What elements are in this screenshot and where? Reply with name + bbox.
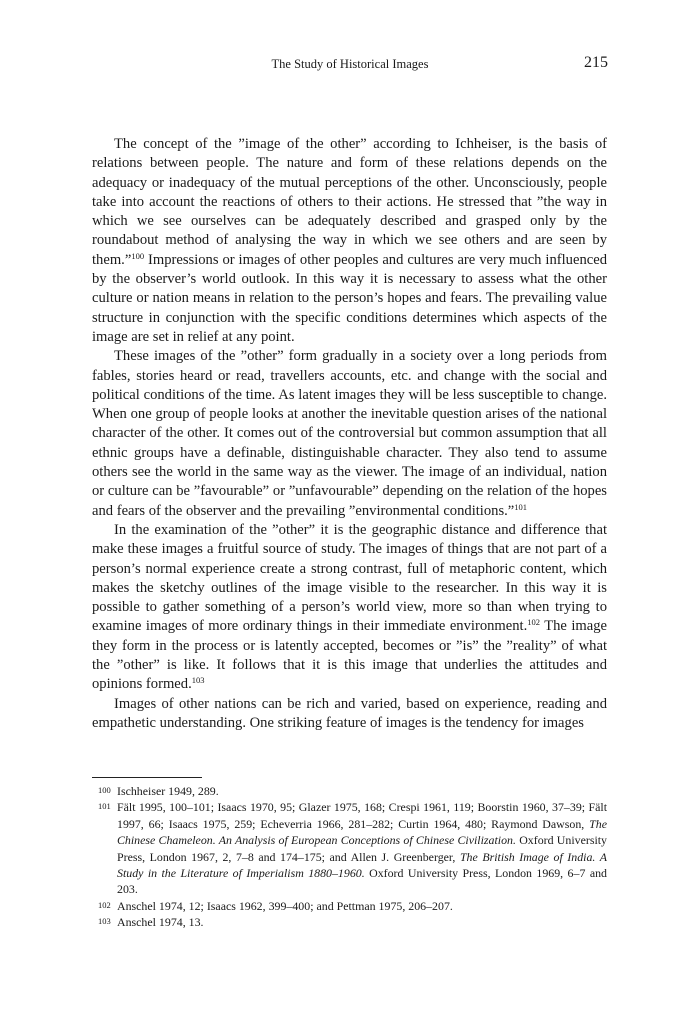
text-run: Ischheiser 1949, 289. [117,784,219,798]
footnote-text [117,915,204,929]
text-run: Impressions or images of other peoples and cultures are very much influenced by the observer’s world outlook. In this way it is necessary to assess what the other culture or nation means in relation to the person’s hopes and fears. The prevailing value structure in conjunction with the specific conditions determines which aspects of the image are set in relief at any point. [92,251,607,345]
paragraph [92,347,607,521]
paragraph [92,695,607,734]
running-title: The Study of Historical Images [271,57,429,71]
text-run: Fält 1995, 100–101; Isaacs 1970, 95; Glazer 1975, 168; Crespi 1961, 119; Boorstin 1960, 37–39; Fält 1997, 66; Isaacs 1975, 259; Echeverria 1966, 281–282; Curtin 1964, 480; Raymond Dawson, [117,800,607,831]
footnote-number: 103 [98,916,111,927]
running-head [0,56,700,76]
footnote-text [117,784,219,798]
footnote [92,783,607,799]
footnote-number: 101 [98,801,111,812]
footnote-divider [92,777,202,778]
text-run: These images of the ”other” form gradually in a society over a long periods from fables, stories heard or read, travellers accounts, etc. and change with the social and political conditions of the time. As latent images they will be less susceptible to change. When one group of people looks at another the inevitable question arises of the national character of the other. It comes out of the controversial but common assumption that all ethnic groups have a definable, distinguishable character. They also tend to assume others see the world in the same way as the viewer. The image of an individual, nation or culture can be ”favourable” or ”unfavourable” depending on the relation of the hopes and fears of the observer and the prevailing ”environmental conditions.” [92,348,607,519]
text-run: The image they form in the process or is latently accepted, becomes or ”is” the ”reality” of what the ”other” is like. It follows that it is this image that underlies the attitudes and opinions formed. [92,618,607,693]
footnote [92,799,607,897]
footnote-ref: 100 [131,250,145,261]
footnote [92,914,607,930]
text-run: Images of other nations can be rich and varied, based on experience, reading and empathetic understanding. One striking feature of images is the tendency for images [92,695,607,731]
paragraph [92,135,607,347]
footnote-ref: 101 [514,501,528,512]
footnote-text [117,899,453,913]
text-run: Oxford University Press, London 1967, 2, 7–8 and 174–175; and Allen J. Greenberger, [117,833,607,864]
page-number: 215 [584,54,608,71]
text-run: In the examination of the ”other” it is the geographic distance and difference that make these images a fruitful source of study. The images of things that are not part of a person’s normal experience create a strong contrast, full of metaphoric content, which makes the sketchy outlines of the image visible to the researcher. In this way it is possible to gather something of a person’s world view, more so than when trying to examine images of more ordinary things in their immediate environment. [92,521,607,635]
footnote-ref: 103 [191,675,205,686]
book-title: The British Image of India. A Study in the Literature of Imperialism 1880–1960. [117,849,607,881]
footnote-number: 100 [98,785,111,795]
book-title: The Chinese Chameleon. An Analysis of European Conceptions of Chinese Civilization. [117,816,607,848]
text-run: The concept of the ”image of the other” according to Ichheiser, is the basis of relations between people. The nature and form of these relations depends on the adequacy or inadequacy of the mutual perceptions of the other. Unconsciously, people take into account the reactions of others to their actions. He stressed that ”the way in which we see ourselves can be adequately described and grasped only by the roundabout method of analysing the way in which we see others and are seen by them.” [92,136,607,268]
footnote-ref: 102 [527,617,540,628]
text-run: Oxford University Press, London 1969, 6–7 and 203. [117,866,607,897]
paragraph [92,521,607,695]
footnote-number: 102 [98,899,111,910]
body-text [92,135,607,733]
text-run: Anschel 1974, 12; Isaacs 1962, 399–400; and Pettman 1975, 206–207. [117,898,453,913]
footnote-text [117,800,607,896]
footnotes [92,783,607,931]
footnote [92,898,607,914]
text-run: Anschel 1974, 13. [117,915,204,930]
